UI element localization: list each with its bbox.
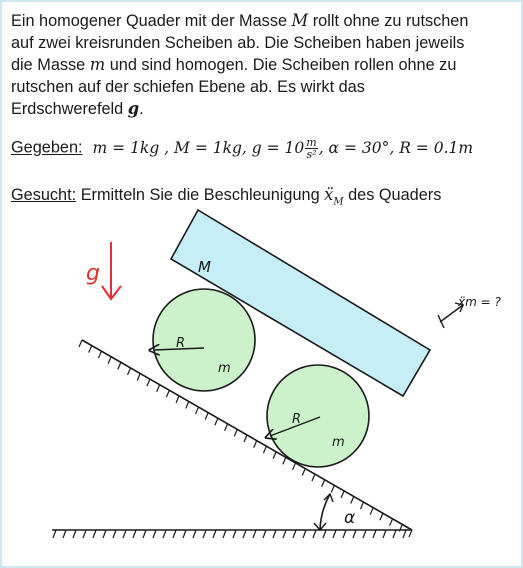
incline-hatch-mark: [302, 469, 305, 476]
incline-hatch-mark: [157, 385, 160, 392]
problem-line-1: Ein homogener Quader mit der Masse M rollt ohne zu rutschen: [11, 11, 469, 30]
block-label: M: [198, 258, 211, 276]
problem-line-2: auf zwei kreisrunden Scheiben ab. Die Scheiben haben jeweils: [11, 33, 465, 52]
gravity-symbol: g: [127, 99, 140, 118]
ground-hatch-mark: [123, 530, 126, 538]
incline-hatch-mark: [322, 480, 325, 487]
incline-hatch-mark: [312, 474, 315, 481]
incline-hatch-mark: [147, 379, 150, 386]
ground-hatch-mark: [283, 530, 286, 538]
ground-hatch-mark: [403, 530, 406, 538]
ground-hatch-mark: [153, 530, 156, 538]
incline-hatch-mark: [370, 508, 373, 515]
ground-hatch-mark: [223, 530, 226, 538]
ground-hatch-mark: [143, 530, 146, 538]
incline-hatch-mark: [283, 457, 286, 464]
ground-hatch-mark: [363, 530, 366, 538]
disk-2: [267, 365, 369, 467]
incline-hatch-mark: [186, 401, 189, 408]
unit-numerator: m: [306, 136, 317, 149]
incline-hatch-mark: [341, 491, 344, 498]
ground-hatch-mark: [193, 530, 196, 538]
ground-hatch-mark: [383, 530, 386, 538]
incline-hatch-mark: [176, 396, 179, 403]
incline-hatch-mark: [98, 351, 101, 358]
incline-hatch-mark: [89, 346, 92, 353]
incline-hatch-mark: [360, 502, 363, 509]
incline-hatch-mark: [254, 441, 257, 448]
ground-hatch-mark: [293, 530, 296, 538]
disk-1: [153, 289, 255, 391]
incline-hatch-mark: [293, 463, 296, 470]
incline-hatch-mark: [225, 424, 228, 431]
incline-hatch-mark: [166, 390, 169, 397]
ground-hatch-mark: [163, 530, 166, 538]
ground-hatch-mark: [373, 530, 376, 538]
angle-label: α: [344, 508, 356, 528]
ground-hatch-mark: [333, 530, 336, 538]
ground-hatch-mark: [263, 530, 266, 538]
ground-hatch-mark: [133, 530, 136, 538]
ground-hatch-mark: [313, 530, 316, 538]
ground-line: [52, 530, 412, 538]
incline-hatch-mark: [118, 362, 121, 369]
ground-hatch-mark: [243, 530, 246, 538]
gravity-label: g: [86, 261, 100, 286]
incline-hatch-mark: [234, 429, 237, 436]
given-values: m = 1kg , M = 1kg, g = 10 $\frac{m}{\text{s²}}$ , α = 30°, R = 0.1m: [92, 136, 474, 161]
ground-hatch-mark: [53, 530, 56, 538]
ground-hatch-mark: [273, 530, 276, 538]
incline-hatch-mark: [215, 418, 218, 425]
acceleration-label: ẍm = ?: [458, 295, 501, 309]
incline-hatch-mark: [263, 446, 266, 453]
disk-1-radius-label: R: [176, 336, 186, 351]
incline-hatch-mark: [108, 357, 111, 364]
problem-line-5: Erdschwerefeld g.: [11, 99, 144, 118]
ground-hatch-mark: [343, 530, 346, 538]
sought-label: Gesucht:: [11, 186, 77, 204]
small-mass-symbol: m: [89, 55, 106, 74]
problem-line-4: rutschen auf der schiefen Ebene ab. Es wirkt das: [11, 77, 365, 96]
ground-hatch-mark: [353, 530, 356, 538]
mass-symbol: M: [291, 11, 309, 30]
unit-denominator: s²: [306, 148, 317, 161]
accel-symbol: ẍ$_M$: [324, 185, 344, 208]
ground-hatch-mark: [253, 530, 256, 538]
incline-hatch-mark: [205, 413, 208, 420]
incline-hatch-mark: [409, 530, 412, 537]
incline-hatch-mark: [390, 519, 393, 526]
ground-hatch-mark: [73, 530, 76, 538]
ground-hatch-mark: [113, 530, 116, 538]
ground-hatch-mark: [83, 530, 86, 538]
incline-hatch-mark: [273, 452, 276, 459]
incline-hatch-mark: [351, 496, 354, 503]
ground-hatch-mark: [93, 530, 96, 538]
ground-hatch-mark: [63, 530, 66, 538]
gravity-arrow: [102, 242, 121, 299]
ground-hatch-mark: [233, 530, 236, 538]
ground-hatch-mark: [323, 530, 326, 538]
incline-hatch-mark: [137, 374, 140, 381]
ground-hatch-mark: [103, 530, 106, 538]
incline-hatch-mark: [128, 368, 131, 375]
sought-row: Gesucht: Ermitteln Sie die Beschleunigung ẍ$_M$ des Quaders: [11, 185, 442, 208]
ground-hatch-mark: [393, 530, 396, 538]
ground-hatch-mark: [183, 530, 186, 538]
disk-2-mass-label: m: [332, 435, 345, 450]
disk-1-mass-label: m: [218, 361, 231, 376]
incline-hatch-mark: [79, 340, 82, 347]
ground-hatch-mark: [173, 530, 176, 538]
problem-line-3: die Masse m und sind homogen. Die Scheiben rollen ohne zu: [11, 55, 457, 74]
ground-hatch-mark: [213, 530, 216, 538]
disk-2-radius-label: R: [292, 412, 302, 427]
incline-hatch-mark: [244, 435, 247, 442]
incline-hatch-mark: [331, 485, 334, 492]
given-label: Gegeben:: [11, 138, 83, 157]
incline-hatch-mark: [380, 513, 383, 520]
ground-hatch-mark: [203, 530, 206, 538]
incline-hatch-mark: [195, 407, 198, 414]
ground-hatch-mark: [303, 530, 306, 538]
